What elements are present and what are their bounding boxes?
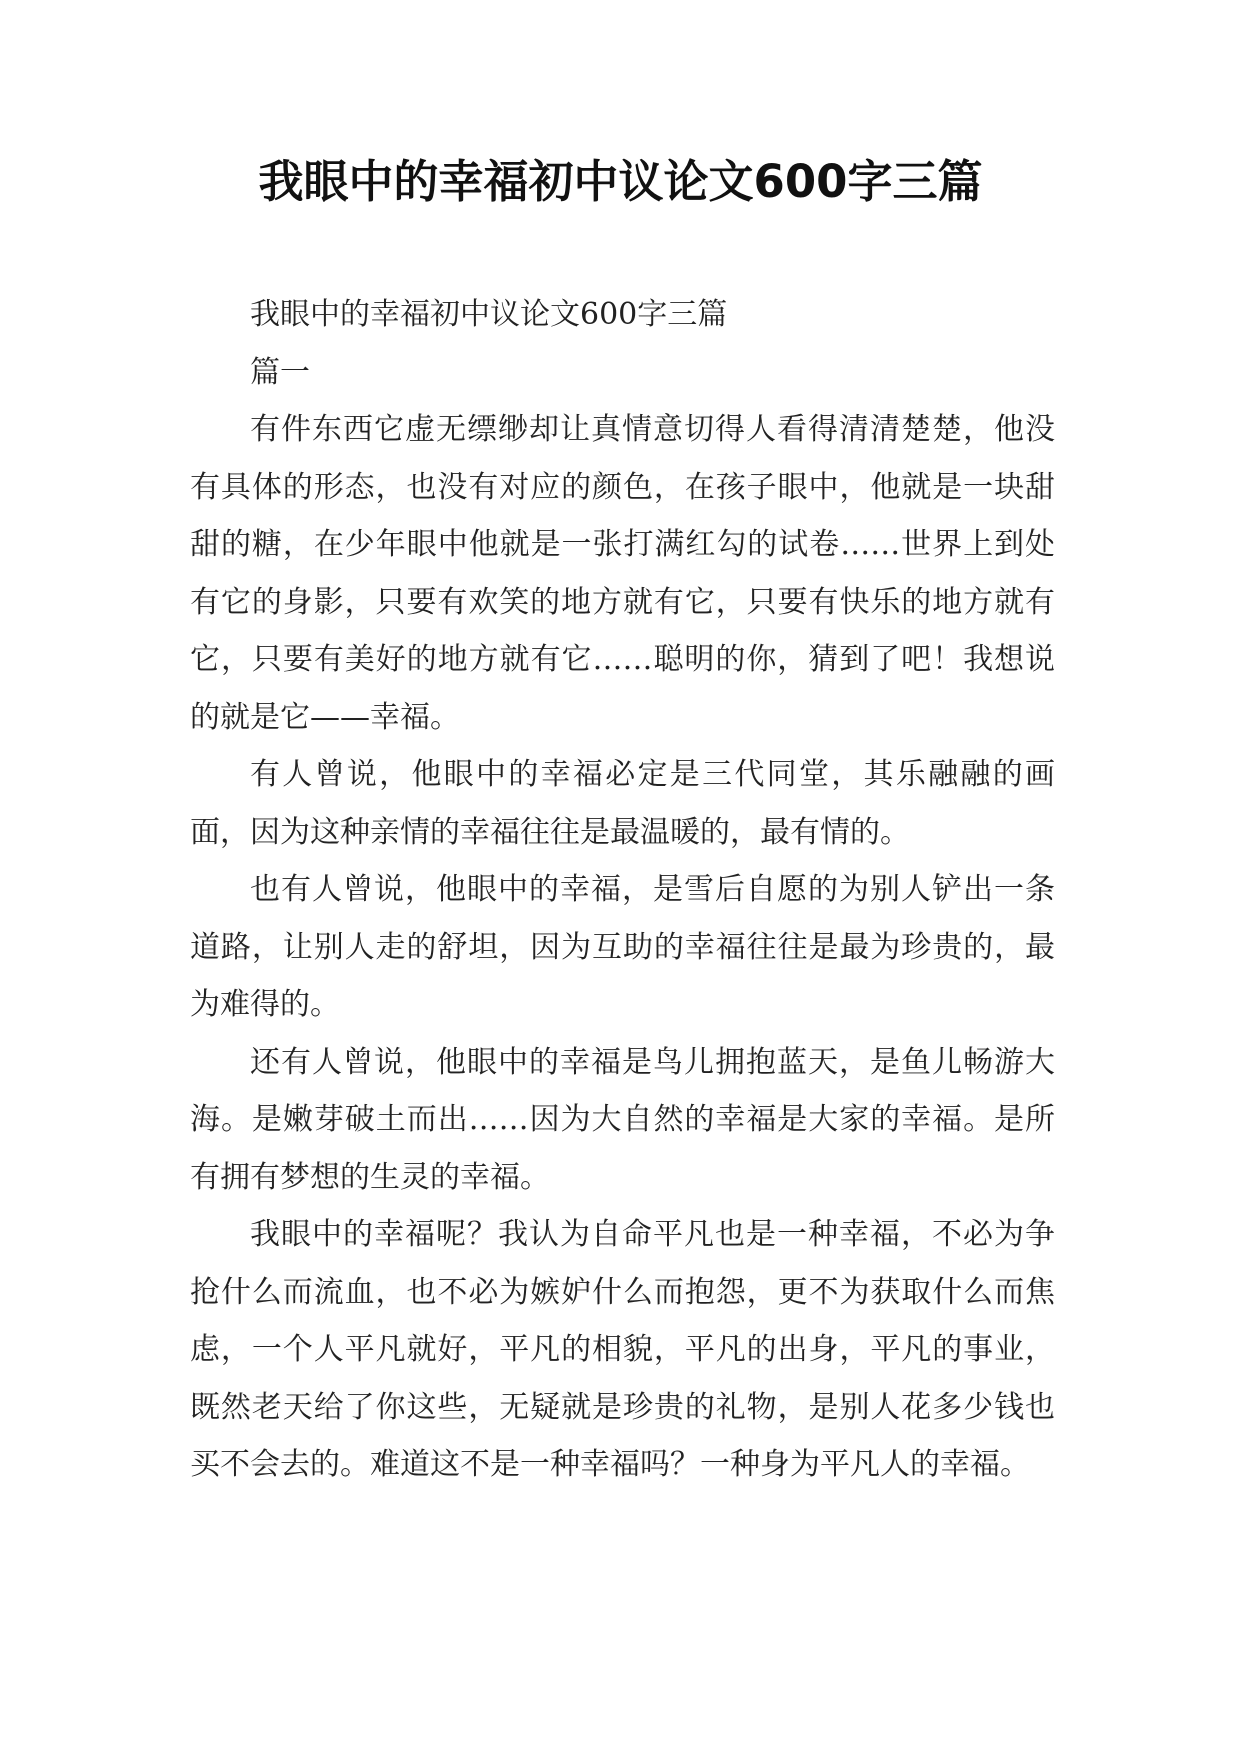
body-paragraph: 我眼中的幸福呢？我认为自命平凡也是一种幸福，不必为争抢什么而流血，也不必为嫉妒什么而抱怨，更不为获取什么而焦虑，一个人平凡就好，平凡的相貌，平凡的出身，平凡的事业，既然老天给了你这些，无疑就是珍贵的礼物，是别人花多少钱也买不会去的。难道这不是一种幸福吗？一种身为平凡人的幸福。 [190, 1217, 1055, 1482]
body-paragraph: 有人曾说，他眼中的幸福必定是三代同堂，其乐融融的画面，因为这种亲情的幸福往往是最温暖的，最有情的。 [190, 757, 1055, 850]
body-paragraph: 还有人曾说，他眼中的幸福是鸟儿拥抱蓝天，是鱼儿畅游大海。是嫩芽破土而出……因为大自然的幸福是大家的幸福。是所有拥有梦想的生灵的幸福。 [190, 1044, 1055, 1195]
document-body [190, 286, 1055, 1494]
body-paragraph: 有件东西它虚无缥缈却让真情意切得人看得清清楚楚，他没有具体的形态，也没有对应的颜色，在孩子眼中，他就是一块甜甜的糖，在少年眼中他就是一张打满红勾的试卷……世界上到处有它的身影，只要有欢笑的地方就有它，只要有快乐的地方就有它，只要有美好的地方就有它……聪明的你，猜到了吧！我想说的就是它——幸福。 [190, 412, 1055, 735]
section-heading: 篇一 [250, 354, 310, 390]
document-title: 我眼中的幸福初中议论文600字三篇 [258, 155, 983, 208]
body-paragraph: 也有人曾说，他眼中的幸福，是雪后自愿的为别人铲出一条道路，让别人走的舒坦，因为互助的幸福往往是最为珍贵的，最为难得的。 [190, 872, 1055, 1022]
document-subtitle: 我眼中的幸福初中议论文600字三篇 [250, 297, 728, 332]
